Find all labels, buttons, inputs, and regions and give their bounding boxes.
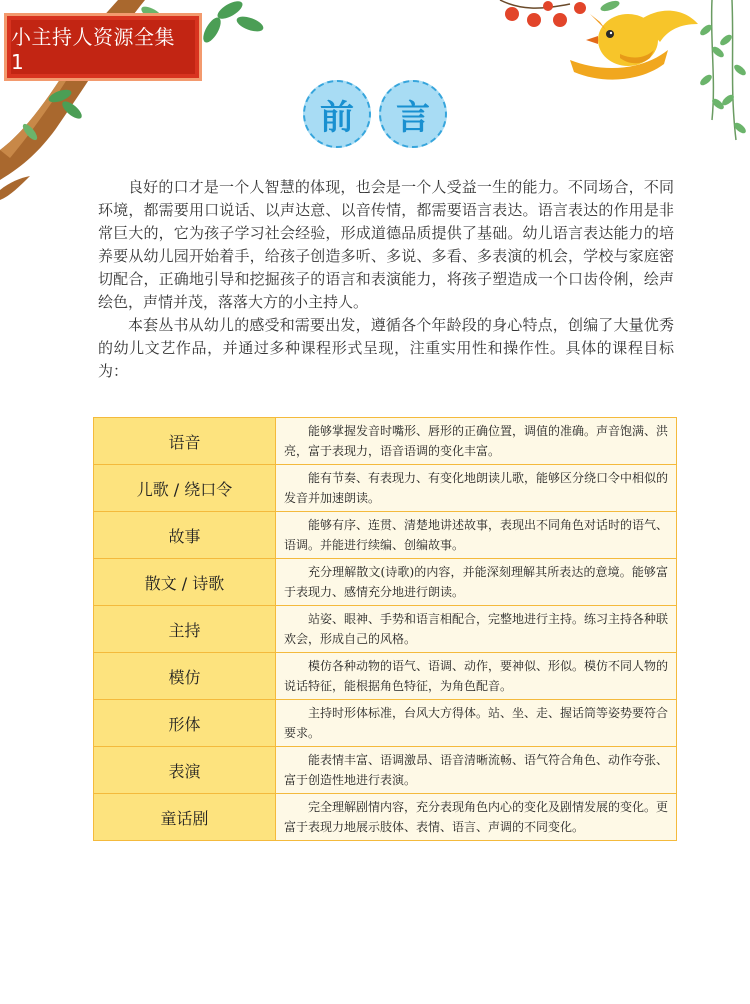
goal-desc-cell: 能够掌握发音时嘴形、唇形的正确位置，调值的准确。声音饱满、洪亮，富于表现力，语音语调的变化丰富。 bbox=[276, 418, 677, 465]
title-char-2: 言 bbox=[379, 80, 447, 148]
goal-name-cell: 主持 bbox=[94, 606, 276, 653]
series-badge bbox=[4, 13, 202, 81]
goal-name-cell: 模仿 bbox=[94, 653, 276, 700]
goal-desc-cell: 能有节奏、有表现力、有变化地朗读儿歌，能够区分绕口令中相似的发音并加速朗读。 bbox=[276, 465, 677, 512]
table-row bbox=[94, 747, 677, 794]
yellow-bird-icon bbox=[570, 11, 698, 80]
page-title bbox=[0, 80, 750, 148]
goal-name-cell: 童话剧 bbox=[94, 794, 276, 841]
goal-name-cell: 表演 bbox=[94, 747, 276, 794]
table-row bbox=[94, 606, 677, 653]
goal-name-cell: 儿歌 / 绕口令 bbox=[94, 465, 276, 512]
course-goals-table bbox=[93, 417, 677, 841]
table-row bbox=[94, 418, 677, 465]
table-row bbox=[94, 559, 677, 606]
goal-name-cell: 散文 / 诗歌 bbox=[94, 559, 276, 606]
goal-desc-cell: 主持时形体标准，台风大方得体。站、坐、走、握话筒等姿势要符合要求。 bbox=[276, 700, 677, 747]
goal-name-cell: 形体 bbox=[94, 700, 276, 747]
table-row bbox=[94, 794, 677, 841]
goal-desc-cell: 模仿各种动物的语气、语调、动作，要神似、形似。模仿不同人物的说话特征，能根据角色特征，为角色配音。 bbox=[276, 653, 677, 700]
table-row bbox=[94, 653, 677, 700]
table-row bbox=[94, 465, 677, 512]
series-badge-label: 小主持人资源全集 1 bbox=[11, 20, 195, 74]
goal-desc-cell: 能够有序、连贯、清楚地讲述故事，表现出不同角色对话时的语气、语调。并能进行续编、创编故事。 bbox=[276, 512, 677, 559]
preface-paragraph-2: 本套丛书从幼儿的感受和需要出发，遵循各个年龄段的身心特点，创编了大量优秀的幼儿文艺作品，并通过多种课程形式呈现，注重实用性和操作性。具体的课程目标为： bbox=[98, 316, 674, 380]
goal-desc-cell: 完全理解剧情内容，充分表现角色内心的变化及剧情发展的变化。更富于表现力地展示肢体、表情、语言、声调的不同变化。 bbox=[276, 794, 677, 841]
red-berries-icon bbox=[500, 0, 621, 27]
table-row bbox=[94, 512, 677, 559]
goal-desc-cell: 能表情丰富、语调激昂、语音清晰流畅、语气符合角色、动作夸张、富于创造性地进行表演。 bbox=[276, 747, 677, 794]
goal-desc-cell: 充分理解散文(诗歌)的内容，并能深刻理解其所表达的意境。能够富于表现力、感情充分地进行朗读。 bbox=[276, 559, 677, 606]
title-char-1: 前 bbox=[303, 80, 371, 148]
goal-name-cell: 语音 bbox=[94, 418, 276, 465]
preface-body bbox=[98, 176, 674, 383]
goal-name-cell: 故事 bbox=[94, 512, 276, 559]
goal-desc-cell: 站姿、眼神、手势和语言相配合，完整地进行主持。练习主持各种联欢会，形成自己的风格。 bbox=[276, 606, 677, 653]
table-row bbox=[94, 700, 677, 747]
preface-paragraph-1: 良好的口才是一个人智慧的体现，也会是一个人受益一生的能力。不同场合，不同环境，都需要用口说话、以声达意、以音传情，都需要语言表达。语言表达的作用是非常巨大的，它为孩子学习社会经验，形成道德品质提供了基础。幼儿语言表达能力的培养要从幼儿园开始着手，给孩子创造多听、多说、多看、多表演的机会，学校与家庭密切配合，正确地引导和挖掘孩子的语言和表演能力，将孩子塑造成一个口齿伶俐，绘声绘色，声情并茂，落落大方的小主持人。 bbox=[98, 178, 674, 311]
